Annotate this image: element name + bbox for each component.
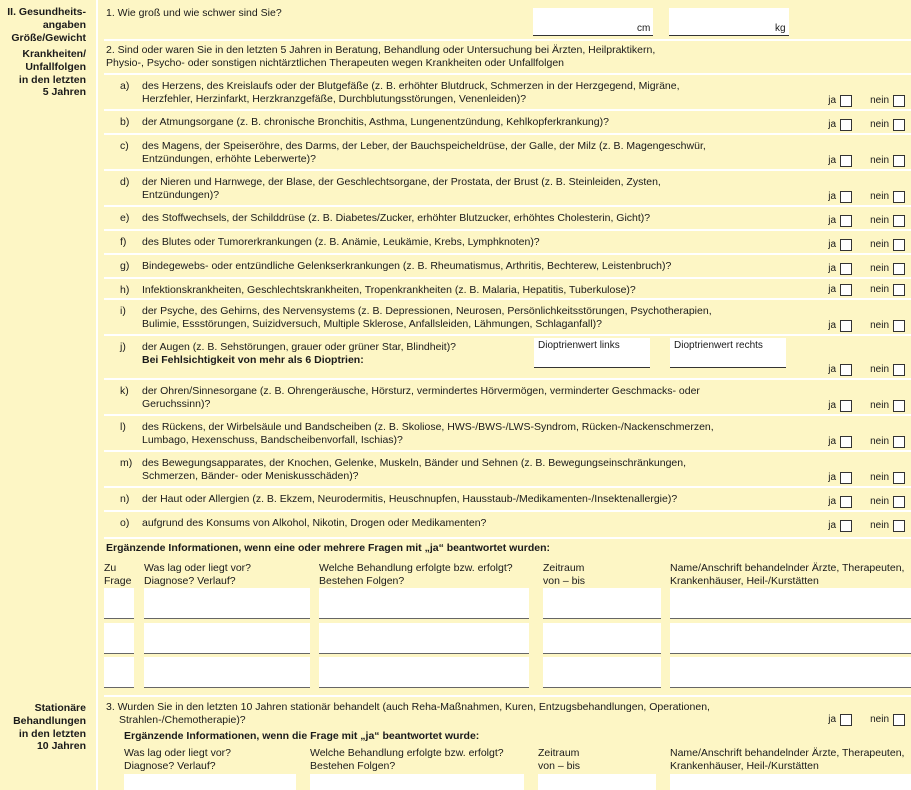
question-1-text: 1. Wie groß und wie schwer sind Sie?: [106, 7, 282, 19]
q3-yes-no: ja nein: [828, 714, 905, 726]
yes-checkbox[interactable]: [840, 436, 852, 448]
item-text: des Bewegungsapparates, der Knochen, Gelenke, Muskeln, Bänder und Sehnen (z. B. Bewegungseinschränkungen, Schmerzen, Bänder- oder Meniskusschäden)?: [142, 457, 687, 482]
item-letter: i): [120, 305, 126, 317]
period-input[interactable]: [543, 657, 661, 688]
doctors-input[interactable]: [670, 588, 911, 619]
item-text: der Nieren und Harnwege, der Blase, der Geschlechtsorgane, der Prostata, der Brust (z. B. Steinleiden, Zysten, Entzündungen)?: [142, 176, 661, 201]
period-input[interactable]: [543, 623, 661, 654]
no-checkbox[interactable]: [893, 400, 905, 412]
yes-checkbox[interactable]: [840, 520, 852, 532]
no-checkbox[interactable]: [893, 496, 905, 508]
no-checkbox[interactable]: [893, 119, 905, 131]
yes-no-group: ja nein: [828, 215, 905, 227]
section-label-health: II. Gesundheits- angaben Größe/Gewicht: [7, 6, 86, 44]
treatment-input[interactable]: [319, 588, 529, 619]
item-text: der Atmungsorgane (z. B. chronische Bronchitis, Asthma, Lungenentzündung, Kehlkopferkrankung)?: [142, 116, 609, 128]
yes-no-group: ja nein: [828, 191, 905, 203]
col-header-period-2: Zeitraum von – bis: [538, 747, 581, 772]
item-letter: b): [120, 116, 130, 128]
no-checkbox[interactable]: [893, 95, 905, 107]
no-checkbox[interactable]: [893, 263, 905, 275]
col-header-doctors-2: Name/Anschrift behandelnder Ärzte, Therapeuten, Krankenhäuser, Heil-/Kurstätten: [670, 747, 905, 772]
diopter-right-input[interactable]: Dioptrienwert rechts: [670, 338, 786, 368]
q3-yes-checkbox[interactable]: [840, 714, 852, 726]
yes-checkbox[interactable]: [840, 263, 852, 275]
no-checkbox[interactable]: [893, 472, 905, 484]
question-ref-input[interactable]: [104, 657, 134, 688]
yes-no-group: ja nein: [828, 436, 905, 448]
diagnosis-input[interactable]: [144, 588, 310, 619]
item-text: des Magens, der Speiseröhre, des Darms, der Leber, der Bauchspeicheldrüse, der Galle, der Milz (z. B. Magengeschwür, Entzündungen, erhöhte Leberwerte)?: [142, 140, 706, 165]
yes-no-group: ja nein: [828, 364, 905, 376]
question-2-item: [104, 510, 911, 534]
item-letter: a): [120, 80, 130, 92]
height-input[interactable]: [533, 8, 653, 36]
yes-no-group: ja nein: [828, 239, 905, 251]
divider: [104, 39, 911, 41]
unit-kg: kg: [775, 23, 786, 34]
left-section-column: [0, 0, 96, 790]
question-2-item: [104, 253, 911, 277]
section-label-inpatient: Stationäre Behandlungen in den letzten 10 Jahren: [13, 702, 86, 753]
item-letter: o): [120, 517, 130, 529]
question-ref-input[interactable]: [104, 623, 134, 654]
question-2-item: [104, 414, 911, 450]
item-letter: h): [120, 284, 130, 296]
yes-no-group: ja nein: [828, 400, 905, 412]
item-letter: k): [120, 385, 129, 397]
col-header-question: Zu Frage: [104, 562, 132, 587]
yes-no-group: ja nein: [828, 95, 905, 107]
q3-no-checkbox[interactable]: [893, 714, 905, 726]
question-2-item: [104, 109, 911, 133]
question-2-item: [104, 133, 911, 169]
inpatient-doctors-input[interactable]: [670, 774, 911, 790]
question-2-item: [104, 229, 911, 253]
item-letter: f): [120, 236, 127, 248]
diopter-left-input[interactable]: Dioptrienwert links: [534, 338, 650, 368]
yes-no-group: ja nein: [828, 263, 905, 275]
item-letter: j): [120, 341, 126, 353]
no-checkbox[interactable]: [893, 320, 905, 332]
item-text: Infektionskrankheiten, Geschlechtskrankheiten, Tropenkrankheiten (z. B. Malaria, Hepatitis, Tuberkulose)?: [142, 284, 636, 296]
yes-no-group: ja nein: [828, 119, 905, 131]
item-letter: l): [120, 421, 126, 433]
period-input[interactable]: [543, 588, 661, 619]
treatment-input[interactable]: [319, 657, 529, 688]
no-checkbox[interactable]: [893, 284, 905, 296]
inpatient-diagnosis-input[interactable]: [124, 774, 296, 790]
weight-input[interactable]: [669, 8, 789, 36]
no-checkbox[interactable]: [893, 239, 905, 251]
yes-checkbox[interactable]: [840, 320, 852, 332]
item-text: des Stoffwechsels, der Schilddrüse (z. B. Diabetes/Zucker, erhöhter Blutzucker, erhöhtes Cholesterin, Gicht)?: [142, 212, 651, 224]
question-2-item: [104, 334, 911, 378]
yes-checkbox[interactable]: [840, 191, 852, 203]
diagnosis-input[interactable]: [144, 623, 310, 654]
yes-checkbox[interactable]: [840, 472, 852, 484]
no-checkbox[interactable]: [893, 215, 905, 227]
inpatient-treatment-input[interactable]: [310, 774, 524, 790]
item-text: Bindegewebs- oder entzündliche Gelenkserkrankungen (z. B. Rheumatismus, Arthritis, Bechterew, Leistenbruch)?: [142, 260, 672, 272]
question-3-text: 3. Wurden Sie in den letzten 10 Jahren stationär behandelt (auch Reha-Maßnahmen, Kuren, Entzugsbehandlungen, Operationen, Strahlen-/Chemotherapie)?: [106, 701, 710, 726]
question-2-item: [104, 486, 911, 510]
item-letter: g): [120, 260, 130, 272]
question-2-item: [104, 378, 911, 414]
question-2-item: [104, 73, 911, 109]
yes-no-group: ja nein: [828, 284, 905, 296]
diagnosis-input[interactable]: [144, 657, 310, 688]
yes-checkbox[interactable]: [840, 119, 852, 131]
item-text: der Augen (z. B. Sehstörungen, grauer oder grüner Star, Blindheit)? Bei Fehlsichtigkeit von mehr als 6 Dioptrien:: [142, 341, 457, 366]
no-checkbox[interactable]: [893, 364, 905, 376]
question-2-item: [104, 205, 911, 229]
question-2-intro: 2. Sind oder waren Sie in den letzten 5 Jahren in Beratung, Behandlung oder Untersuchung bei Ärzten, Heilpraktikern, Physio-, Psycho- oder sonstigen nichtärztlichen Therapeuten wegen Krankheiten oder Unfallfolgen: [106, 44, 656, 69]
yes-checkbox[interactable]: [840, 155, 852, 167]
col-header-period: Zeitraum von – bis: [543, 562, 586, 587]
item-letter: m): [120, 457, 133, 469]
col-header-doctors: Name/Anschrift behandelnder Ärzte, Therapeuten, Krankenhäuser, Heil-/Kurstätten: [670, 562, 905, 587]
item-text: aufgrund des Konsums von Alkohol, Nikotin, Drogen oder Medikamenten?: [142, 517, 487, 529]
unit-cm: cm: [637, 23, 651, 34]
col-header-treatment: Welche Behandlung erfolgte bzw. erfolgt? Bestehen Folgen?: [319, 562, 513, 587]
question-2-item: [104, 298, 911, 334]
yes-no-group: ja nein: [828, 496, 905, 508]
question-ref-input[interactable]: [104, 588, 134, 619]
question-2-item: [104, 277, 911, 298]
divider: [104, 695, 911, 697]
question-2-item: [104, 450, 911, 486]
item-text: der Haut oder Allergien (z. B. Ekzem, Neurodermitis, Heuschnupfen, Hausstaub-/Medikamenten-/Insektenallergie)?: [142, 493, 678, 505]
yes-no-group: ja nein: [828, 155, 905, 167]
yes-checkbox[interactable]: [840, 284, 852, 296]
no-checkbox[interactable]: [893, 155, 905, 167]
yes-checkbox[interactable]: [840, 215, 852, 227]
yes-checkbox[interactable]: [840, 496, 852, 508]
column-divider: [96, 0, 98, 790]
item-text: des Blutes oder Tumorerkrankungen (z. B. Anämie, Leukämie, Krebs, Lymphknoten)?: [142, 236, 540, 248]
question-2-item: [104, 169, 911, 205]
doctors-input[interactable]: [670, 623, 911, 654]
supplementary-title-2: Ergänzende Informationen, wenn die Frage mit „ja“ beantwortet wurde:: [124, 730, 480, 742]
item-text: der Ohren/Sinnesorgane (z. B. Ohrengeräusche, Hörsturz, vermindertes Hörvermögen, verminderter Geschmacks- oder Geruchssinn)?: [142, 385, 700, 410]
item-letter: d): [120, 176, 130, 188]
yes-checkbox[interactable]: [840, 95, 852, 107]
col-header-diagnosis: Was lag oder liegt vor? Diagnose? Verlauf?: [144, 562, 251, 587]
yes-checkbox[interactable]: [840, 364, 852, 376]
yes-no-group: ja nein: [828, 472, 905, 484]
col-header-diagnosis-2: Was lag oder liegt vor? Diagnose? Verlauf?: [124, 747, 231, 772]
item-text: der Psyche, des Gehirns, des Nervensystems (z. B. Depressionen, Neurosen, Persönlichkeitsstörungen, Psychotherapien, Bulimie, Essstörungen, Suizidversuch, Multiple Sklerose, Anfallsleiden, Lähmungen, Schlaganfall)?: [142, 305, 712, 330]
item-letter: n): [120, 493, 130, 505]
yes-checkbox[interactable]: [840, 400, 852, 412]
supplementary-title-1: Ergänzende Informationen, wenn eine oder mehrere Fragen mit „ja“ beantwortet wurden:: [106, 542, 550, 554]
yes-no-group: ja nein: [828, 320, 905, 332]
item-letter: e): [120, 212, 130, 224]
item-text: des Rückens, der Wirbelsäule und Bandscheiben (z. B. Skoliose, HWS-/BWS-/LWS-Syndrom, Rücken-/Nackenschmerzen, Lumbago, Hexenschuss, Bandscheibenvorfall, Ischias)?: [142, 421, 714, 446]
doctors-input[interactable]: [670, 657, 911, 688]
yes-checkbox[interactable]: [840, 239, 852, 251]
no-checkbox[interactable]: [893, 436, 905, 448]
no-checkbox[interactable]: [893, 191, 905, 203]
inpatient-period-input[interactable]: [538, 774, 656, 790]
item-text: des Herzens, des Kreislaufs oder der Blutgefäße (z. B. erhöhter Blutdruck, Schmerzen in der Herzgegend, Migräne, Herzfehler, Herzinfarkt, Herzkranzgefäße, Durchblutungsstörungen, Venenleiden)?: [142, 80, 680, 105]
section-label-illnesses: Krankheiten/ Unfallfolgen in den letzten 5 Jahren: [18, 48, 86, 99]
treatment-input[interactable]: [319, 623, 529, 654]
yes-no-group: ja nein: [828, 520, 905, 532]
divider: [104, 537, 911, 539]
no-checkbox[interactable]: [893, 520, 905, 532]
col-header-treatment-2: Welche Behandlung erfolgte bzw. erfolgt? Bestehen Folgen?: [310, 747, 504, 772]
item-letter: c): [120, 140, 129, 152]
